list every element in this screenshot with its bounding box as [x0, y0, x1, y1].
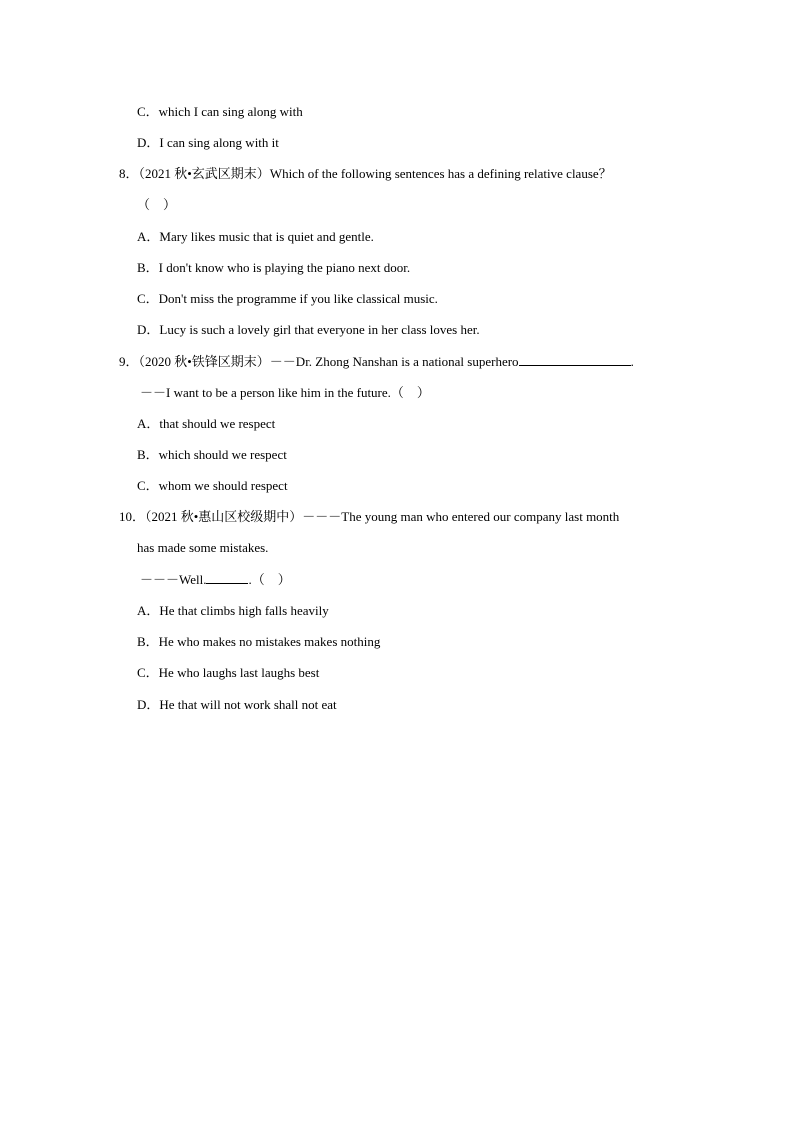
q10-option-d: D．He that will not work shall not eat — [137, 697, 337, 712]
q10-stem-line2: has made some mistakes. — [137, 540, 269, 555]
q9-blank — [519, 353, 631, 366]
q10-blank — [206, 571, 248, 584]
q8-option-d: D．Lucy is such a lovely girl that everyone in her class loves her. — [137, 322, 480, 337]
q10-stem-line1: 10．（2021 秋•惠山区校级期中）－－－The young man who entered our company last month — [119, 509, 620, 524]
q7-option-c: C．which I can sing along with — [137, 104, 303, 119]
q9-option-c: C．whom we should respect — [137, 478, 288, 493]
q10-reply-text: －－－Well. — [140, 572, 207, 587]
q10-option-c: C．He who laughs last laughs best — [137, 665, 320, 680]
q9-reply: －－I want to be a person like him in the future.（ ） — [140, 385, 430, 400]
q9-stem-text: 9．（2020 秋•铁锋区期末）－－Dr. Zhong Nanshan is a national superhero — [119, 354, 519, 369]
q7-option-d: D．I can sing along with it — [137, 135, 279, 150]
q9-stem-end: . — [630, 354, 634, 369]
q9-stem — [119, 353, 634, 370]
q10-option-a: A．He that climbs high falls heavily — [137, 603, 329, 618]
q8-option-a: A．Mary likes music that is quiet and gentle. — [137, 229, 374, 244]
q9-option-a: A．that should we respect — [137, 416, 276, 431]
q8-stem: 8．（2021 秋•玄武区期末）Which of the following sentences has a defining relative clause？ — [119, 166, 612, 181]
q8-answer-paren: （ ） — [137, 197, 177, 212]
q10-reply — [140, 571, 291, 588]
q9-option-b: B．which should we respect — [137, 447, 287, 462]
q8-option-c: C．Don't miss the programme if you like classical music. — [137, 291, 438, 306]
q10-reply-end: .（ ） — [248, 572, 291, 587]
q10-option-b: B．He who makes no mistakes makes nothing — [137, 634, 381, 649]
q8-option-b: B．I don't know who is playing the piano next door. — [137, 260, 411, 275]
